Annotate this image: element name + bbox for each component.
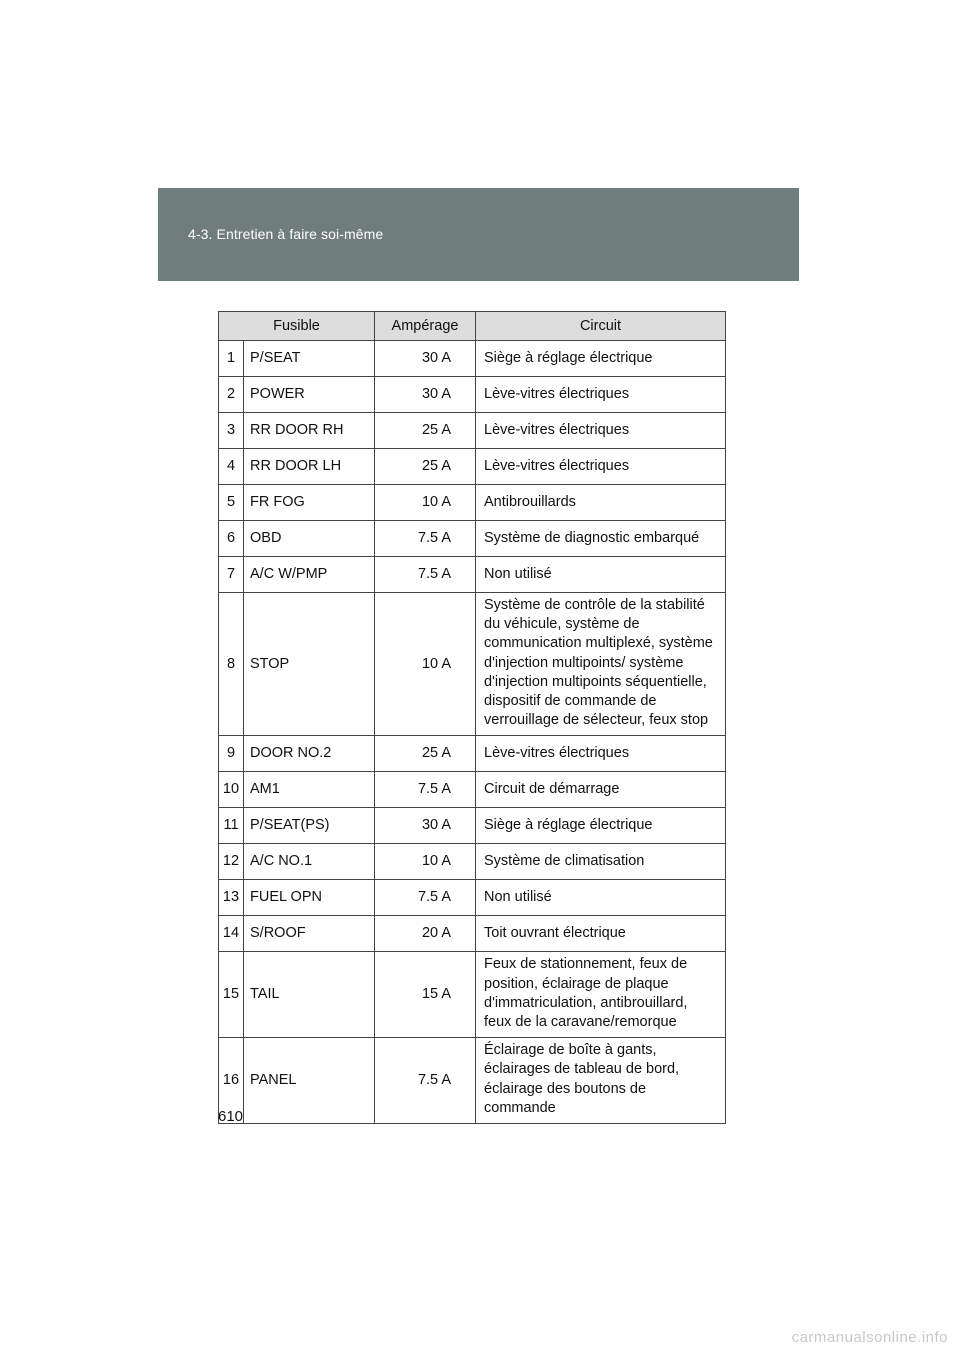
fuse-name-cell: AM1 [244,772,375,808]
fuse-number-cell: 4 [219,449,244,485]
amperage-cell: 10 A [375,593,476,736]
fuse-number-cell: 7 [219,557,244,593]
section-title: 4-3. Entretien à faire soi-même [188,226,384,242]
watermark: carmanualsonline.info [791,1329,948,1346]
fuse-table-body [219,341,726,1124]
fuse-name-cell: RR DOOR LH [244,449,375,485]
circuit-cell: Toit ouvrant électrique [476,916,726,952]
table-row [219,844,726,880]
column-header-circuit: Circuit [476,312,726,341]
circuit-cell: Feux de stationnement, feux de position, éclairage de plaque d'immatriculation, antibrouillard, feux de la caravane/remorque [476,952,726,1038]
amperage-cell: 25 A [375,449,476,485]
circuit-cell: Siège à réglage électrique [476,341,726,377]
amperage-cell: 25 A [375,736,476,772]
table-row [219,880,726,916]
fuse-name-cell: A/C W/PMP [244,557,375,593]
fuse-number-cell: 14 [219,916,244,952]
circuit-cell: Système de diagnostic embarqué [476,521,726,557]
table-row [219,952,726,1038]
amperage-cell: 7.5 A [375,1038,476,1124]
fuse-number-cell: 2 [219,377,244,413]
amperage-cell: 30 A [375,341,476,377]
fuse-name-cell: OBD [244,521,375,557]
table-row [219,772,726,808]
circuit-cell: Système de contrôle de la stabilité du véhicule, système de communication multiplexé, système d'injection multipoints/ système d'injection multipoints séquentielle, dispositif de commande de verrouillage de sélecteur, feux stop [476,593,726,736]
column-header-amperage: Ampérage [375,312,476,341]
fuse-number-cell: 9 [219,736,244,772]
amperage-cell: 30 A [375,377,476,413]
fuse-name-cell: PANEL [244,1038,375,1124]
circuit-cell: Lève-vitres électriques [476,377,726,413]
table-row [219,413,726,449]
amperage-cell: 30 A [375,808,476,844]
circuit-cell: Antibrouillards [476,485,726,521]
table-row [219,1038,726,1124]
table-row [219,736,726,772]
fuse-name-cell: TAIL [244,952,375,1038]
fuse-number-cell: 1 [219,341,244,377]
amperage-cell: 10 A [375,485,476,521]
amperage-cell: 15 A [375,952,476,1038]
amperage-cell: 7.5 A [375,880,476,916]
table-row [219,377,726,413]
fuse-number-cell: 16 [219,1038,244,1124]
table-row [219,916,726,952]
amperage-cell: 10 A [375,844,476,880]
circuit-cell: Lève-vitres électriques [476,449,726,485]
fuse-name-cell: P/SEAT(PS) [244,808,375,844]
fuse-number-cell: 12 [219,844,244,880]
fuse-number-cell: 13 [219,880,244,916]
fuse-name-cell: FR FOG [244,485,375,521]
fuse-number-cell: 5 [219,485,244,521]
fuse-name-cell: STOP [244,593,375,736]
table-row [219,808,726,844]
circuit-cell: Système de climatisation [476,844,726,880]
table-row [219,485,726,521]
fuse-number-cell: 8 [219,593,244,736]
table-row [219,593,726,736]
circuit-cell: Lève-vitres électriques [476,413,726,449]
table-row [219,341,726,377]
fuse-name-cell: P/SEAT [244,341,375,377]
amperage-cell: 20 A [375,916,476,952]
circuit-cell: Siège à réglage électrique [476,808,726,844]
fuse-name-cell: FUEL OPN [244,880,375,916]
fuse-name-cell: POWER [244,377,375,413]
amperage-cell: 7.5 A [375,557,476,593]
fuse-name-cell: A/C NO.1 [244,844,375,880]
amperage-cell: 7.5 A [375,772,476,808]
circuit-cell: Non utilisé [476,880,726,916]
column-header-fuse: Fusible [219,312,375,341]
fuse-name-cell: DOOR NO.2 [244,736,375,772]
circuit-cell: Circuit de démarrage [476,772,726,808]
fuse-number-cell: 15 [219,952,244,1038]
table-row [219,521,726,557]
circuit-cell: Non utilisé [476,557,726,593]
fuse-number-cell: 6 [219,521,244,557]
fuse-table [218,311,726,1124]
fuse-number-cell: 10 [219,772,244,808]
amperage-cell: 7.5 A [375,521,476,557]
fuse-number-cell: 3 [219,413,244,449]
fuse-name-cell: S/ROOF [244,916,375,952]
table-header-row [219,312,726,341]
page-number: 610 [218,1108,244,1125]
amperage-cell: 25 A [375,413,476,449]
table-row [219,449,726,485]
fuse-number-cell: 11 [219,808,244,844]
circuit-cell: Éclairage de boîte à gants, éclairages de tableau de bord, éclairage des boutons de commande [476,1038,726,1124]
circuit-cell: Lève-vitres électriques [476,736,726,772]
section-header-band [158,188,799,281]
table-row [219,557,726,593]
fuse-name-cell: RR DOOR RH [244,413,375,449]
